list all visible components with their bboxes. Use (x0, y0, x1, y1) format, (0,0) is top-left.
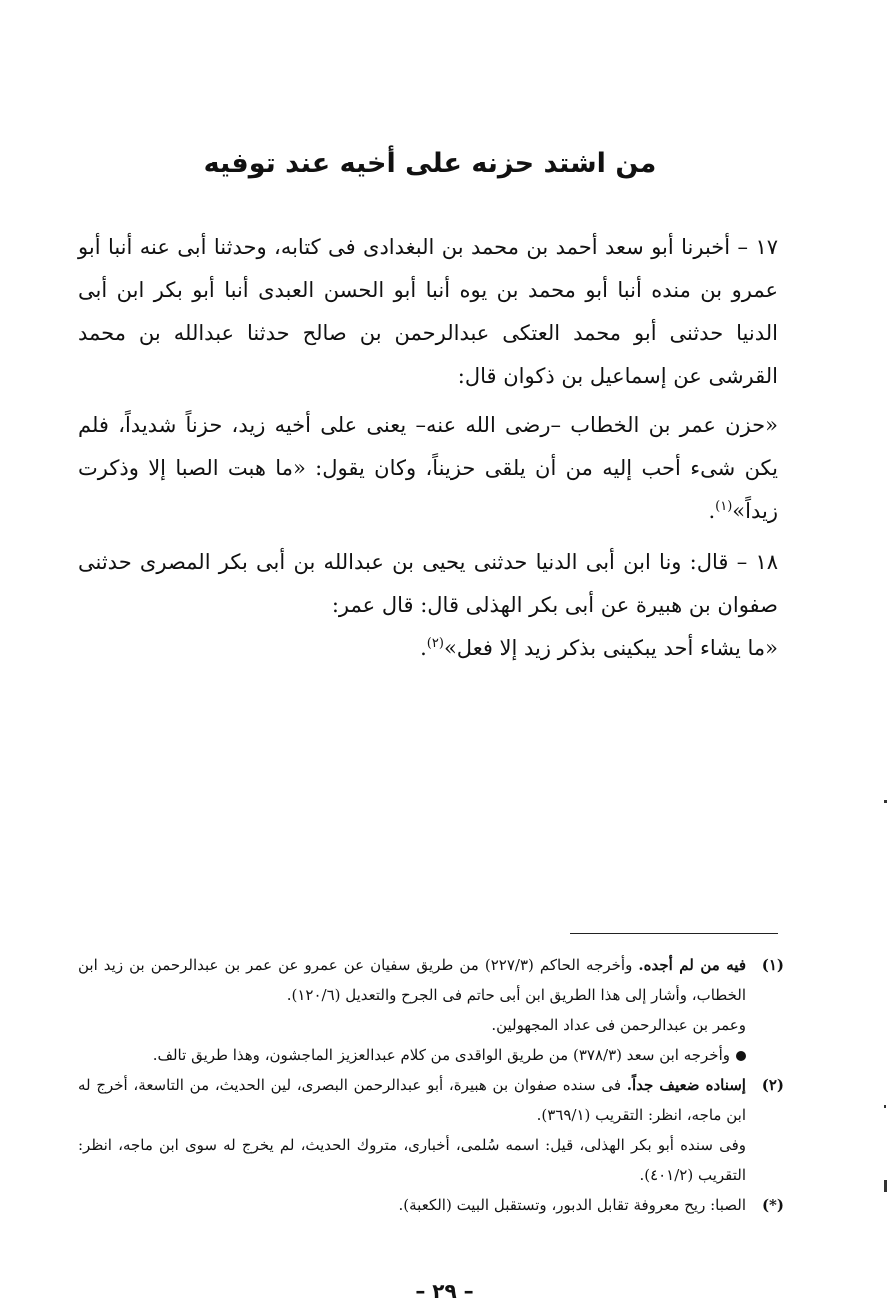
hadith-17-paragraph: ١٧ – أخبرنا أبو سعد أحمد بن محمد بن البغدادى فى كتابه، وحدثنا أبى عنه أنبا أبو عمرو بن منده أنبا أبو محمد بن يوه أنبا أبو الحسن العبدى أنبا أبو بكر ابن أبى الدنيا حدثنى أبو محمد العتكى عبدالرحمن بن صالح حدثنا عبدالله بن محمد القرشى عن إسماعيل بن ذكوان قال: (78, 235, 778, 388)
footnote-2-text: فى سنده صفوان بن هبيرة، أبو عبدالرحمن البصرى، لين الحديث، من التاسعة، أخرج له ابن ماجه، انظر: التقريب (٣٦٩/١). (78, 1076, 746, 1124)
page-number: – ٢٩ – (415, 1279, 474, 1303)
footnote-star-number: (*) (761, 1196, 784, 1214)
footnote-1-line-2: وعمر بن عبدالرحمن فى عداد المجهولين. (491, 1016, 746, 1034)
footnote-1-bold: فيه من لم أجده. (638, 956, 747, 974)
footnote-1 (78, 950, 784, 1070)
hadith-18-quote (78, 627, 778, 670)
hadith-17-quote (78, 404, 778, 533)
hadith-18-text: ١٨ – قال: ونا ابن أبى الدنيا حدثنى يحيى بن عبدالله بن أبى بكر المصرى حدثنى صفوان بن هبيرة عن أبى بكر الهذلى قال: قال عمر: (78, 550, 778, 617)
footnote-separator (570, 933, 778, 934)
footnote-1-line-3-text: وأخرجه ابن سعد (٣٧٨/٣) من طريق الواقدى من كلام عبدالعزيز الماجشون، وهذا طريق تالف. (152, 1046, 730, 1064)
footnote-1-text: وأخرجه الحاكم (٢٢٧/٣) من طريق سفيان عن عمرو عن عمر بن عبدالرحمن بن زيد ابن الخطاب، وأشار إلى هذا الطريق ابن أبى حاتم فى الجرح والتعديل (١٢٠/٦). (78, 956, 746, 1004)
quote-2-text: «ما يشاء أحد يبكينى بذكر زيد إلا فعل» (443, 636, 778, 660)
scan-speck (884, 1180, 887, 1192)
quote-1-text: «حزن عمر بن الخطاب –رضى الله عنه– يعنى على أخيه زيد، حزناً شديداً، فلم يكن شىء أحب إليه من أن يلقى حزيناً، وكان يقول: «ما هبت الصبا إلا وذكرت زيداً» (78, 413, 778, 523)
footnotes-section (78, 950, 784, 1220)
footnote-ref-2: (٢) (426, 636, 444, 651)
quote-2-end: . (420, 636, 427, 660)
footnote-2 (78, 1070, 784, 1190)
footnote-2-bold: إسناده ضعيف جداً. (626, 1076, 746, 1094)
bullet-icon (736, 1051, 746, 1061)
hadith-18-paragraph (78, 541, 778, 670)
footnote-2-number: (٢) (761, 1076, 784, 1094)
scan-speck (884, 800, 887, 803)
footnote-1-number: (١) (761, 956, 784, 974)
quote-1-end: . (708, 499, 716, 523)
footnote-2-line-1 (78, 1070, 746, 1130)
footnote-star-text: الصبا: ريح معروفة تقابل الدبور، وتستقبل البيت (الكعبة). (398, 1196, 746, 1214)
footnote-2-line-2: وفى سنده أبو بكر الهذلى، قيل: اسمه سُلمى، أخبارى، متروك الحديث، لم يخرج له سوى ابن ماجه، انظر: التقريب (٤٠١/٢). (78, 1136, 746, 1184)
scan-speck (884, 1105, 886, 1108)
footnote-ref-1: (١) (715, 499, 733, 514)
footnote-1-line-3 (78, 1040, 746, 1070)
chapter-title: من اشتد حزنه على أخيه عند توفيه (203, 148, 657, 179)
footnote-1-line-1 (78, 950, 746, 1010)
footnote-star (78, 1190, 784, 1220)
